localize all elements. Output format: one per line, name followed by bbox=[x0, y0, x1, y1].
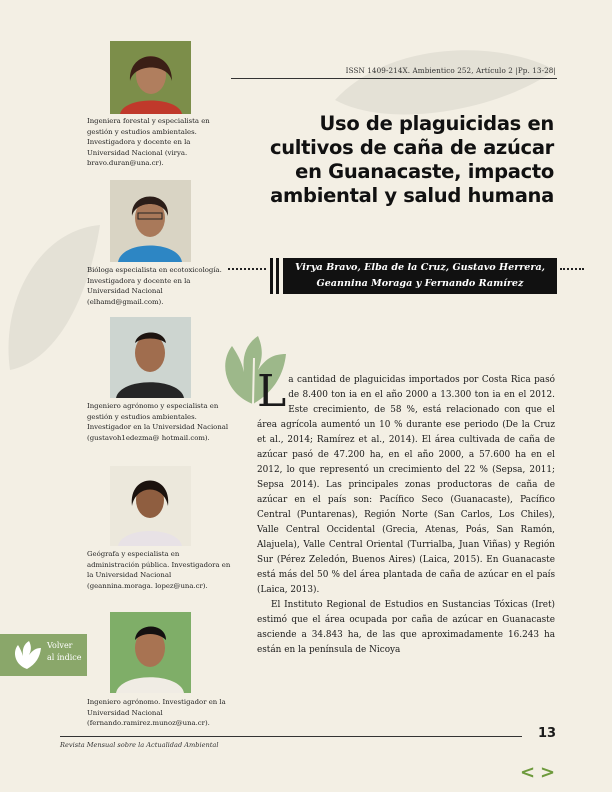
issn-header: ISSN 1409-214X. Ambientico 252, Artículo 2 |Pp. 13-28| bbox=[345, 66, 556, 75]
author-bio-2: Bióloga especialista en ecotoxicología. Investigadora y docente en la Universidad Nacional (elhamd@gmail.com). bbox=[87, 266, 222, 306]
dotted-rule-left bbox=[228, 268, 266, 270]
article-title: Uso de plaguicidas en cultivos de caña de azúcar en Guanacaste, impacto ambiental y salud humana bbox=[269, 112, 554, 207]
dotted-rule-right bbox=[560, 268, 584, 270]
author-photo-1 bbox=[110, 41, 191, 114]
author-photo-5 bbox=[110, 612, 191, 693]
back-to-index-button[interactable] bbox=[0, 634, 87, 676]
next-page-button[interactable]: > bbox=[540, 762, 556, 783]
paragraph-2: El Instituto Regional de Estudios en Sustancias Tóxicas (Iret) estimó que el área ocupada por caña de azúcar en Guanacaste asciende a 34.843 ha, de las que aproximadamente 16.243 ha están en la península de Nicoya bbox=[257, 600, 555, 655]
authors-box bbox=[283, 258, 557, 294]
paragraph-1 bbox=[257, 366, 555, 598]
leaf-icon bbox=[12, 640, 42, 670]
paragraph-1-text: a cantidad de plaguicidas importados por Costa Rica pasó de 8.400 ton ia en el año 2000 a 13.300 ton ia en el 2012. Este crecimiento, de 58 %, está relacionado con que el área agrícola aumentó un 10 % durante ese periodo (De la Cruz et al., 2014; Ramírez et al., 2014). El área cultivada de caña de azúcar pasó de 47.200 ha, en el año 2000, a 57.600 ha en el 2012, lo que representó un crecimiento del 22 % (Sepsa, 2011; Sepsa 2014). Las principales zonas productoras de caña de azúcar en el país son: Pacífico Seco (Guanacaste), Pacífico Central (Puntarenas), Región Norte (San Carlos, Los Chiles), Valle Central Occidental (Grecia, Atenas, Poás, San Ramón, Alajuela), Valle Central Oriental (Turrialba, Juan Viñas) y Región Sur (Pérez Zeledón, Buenos Aires) (Laica, 2015). En Guanacaste está más del 50 % del área plantada de caña de azúcar en el país (Laica, 2013). bbox=[257, 375, 555, 595]
footer-rule bbox=[60, 736, 522, 737]
header-rule bbox=[231, 78, 557, 79]
author-bio-1: Ingeniera forestal y especialista en gestión y estudios ambientales. Investigadora y docente en la Universidad Nacional (virya. bravo.duran@una.cr). bbox=[87, 117, 210, 167]
prev-page-button[interactable]: < bbox=[520, 762, 536, 783]
article-body bbox=[257, 366, 555, 658]
author-bio-4: Geógrafa y especialista en administración pública. Investigadora en la Universidad Nacional (geannina.moraga. lopez@una.cr). bbox=[87, 550, 231, 590]
author-bio-3: Ingeniero agrónomo y especialista en gestión y estudios ambientales. Investigador en la Universidad Nacional (gustavoh1edezma@ hotmail.com). bbox=[87, 402, 229, 442]
back-to-index-label: Volver al índice bbox=[47, 641, 82, 662]
authors-line-2: Geannina Moraga y Fernando Ramírez bbox=[316, 278, 524, 289]
drop-cap: L bbox=[257, 366, 287, 417]
authors-line-1: Virya Bravo, Elba de la Cruz, Gustavo Herrera, bbox=[294, 262, 546, 273]
author-bio-5: Ingeniero agrónomo. Investigador en la Universidad Nacional (fernando.ramirez.munoz@una.cr). bbox=[87, 698, 226, 727]
author-photo-2 bbox=[110, 180, 191, 262]
author-photo-4 bbox=[110, 466, 191, 546]
author-bars-decoration bbox=[268, 258, 282, 294]
page-number: 13 bbox=[538, 726, 557, 741]
author-photo-3 bbox=[110, 317, 191, 398]
journal-name: Revista Mensual sobre la Actualidad Ambiental bbox=[60, 741, 219, 749]
